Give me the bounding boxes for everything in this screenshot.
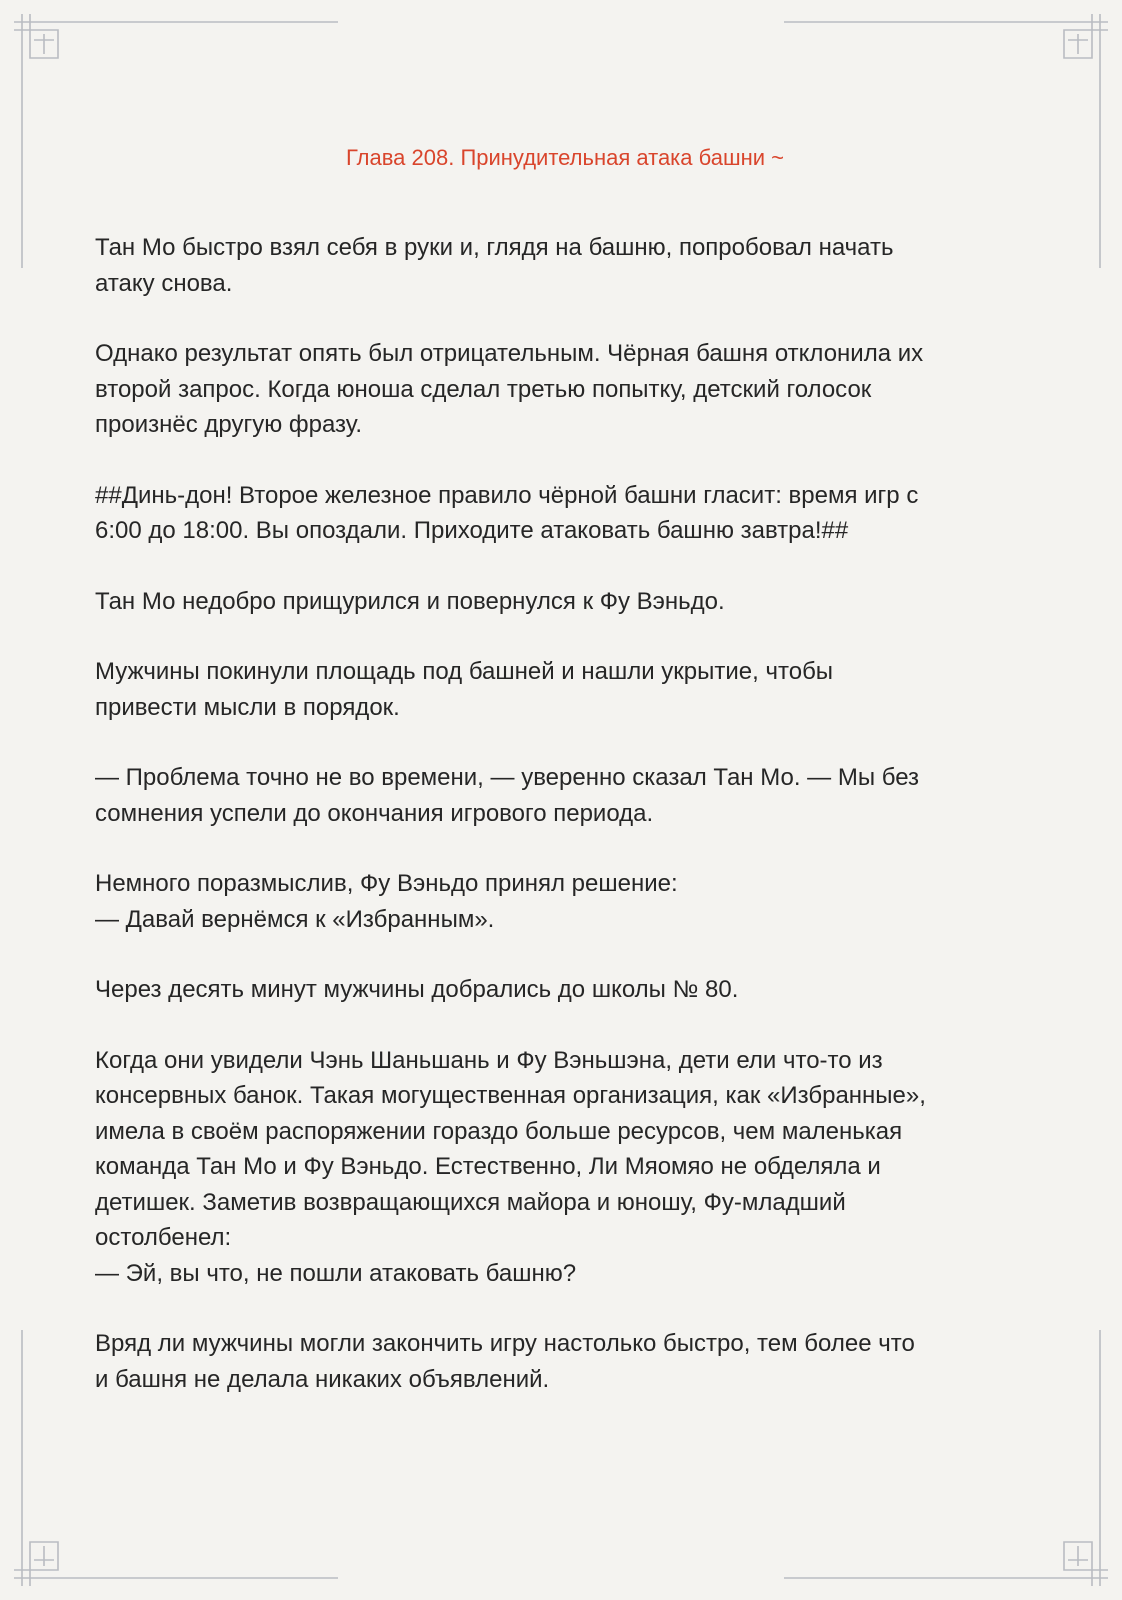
paragraph: Когда они увидели Чэнь Шаньшань и Фу Вэньшэна, дети ели что-то из консервных банок. Такая могущественная организация, как «Избранные», имела в своём распоряжении гораздо больше ресурсов, чем маленькая команда Тан Мо и Фу Вэньдо. Естественно, Ли Мяомяо не обделяла и детишек. Заметив возвращающихся майора и юношу, Фу-младший остолбенел: — Эй, вы что, не пошли атаковать башню?: [95, 1046, 926, 1287]
paragraph: — Проблема точно не во времени, — уверенно сказал Тан Мо. — Мы без сомнения успели до окончания игрового периода.: [95, 764, 920, 827]
paragraph: ##Динь-дон! Второе железное правило чёрной башни гласит: время игр с 6:00 до 18:00. Вы опоздали. Приходите атаковать башню завтра!##: [95, 481, 919, 544]
paragraph: Мужчины покинули площадь под башней и нашли укрытие, чтобы привести мысли в порядок.: [95, 658, 834, 721]
paragraph: Немного поразмыслив, Фу Вэньдо принял решение: — Давай вернёмся к «Избранным».: [95, 870, 678, 933]
paragraph: Однако результат опять был отрицательным. Чёрная башня отклонила их второй запрос. Когда юноша сделал третью попытку, детский голосок произнёс другую фразу.: [95, 340, 924, 438]
paragraph: Тан Мо быстро взял себя в руки и, глядя на башню, попробовал начать атаку снова.: [95, 234, 894, 297]
paragraph: Через десять минут мужчины добрались до школы № 80.: [95, 976, 739, 1003]
chapter-title: Глава 208. Принудительная атака башни ~: [345, 145, 785, 170]
paragraph: Вряд ли мужчины могли закончить игру настолько быстро, тем более что и башня не делала никаких объявлений.: [95, 1330, 915, 1393]
paragraph: Тан Мо недобро прищурился и повернулся к Фу Вэньдо.: [95, 587, 725, 615]
document-body: [95, 140, 1035, 1432]
